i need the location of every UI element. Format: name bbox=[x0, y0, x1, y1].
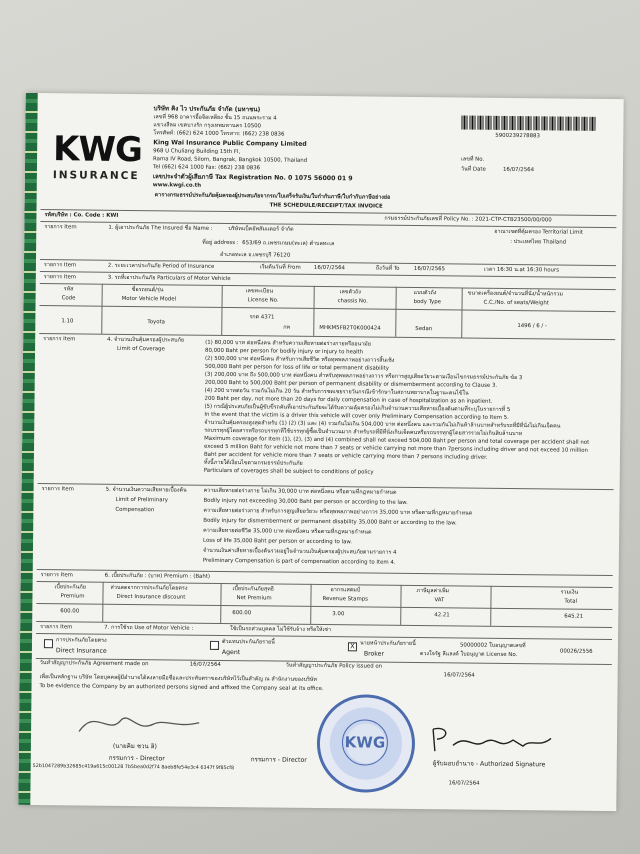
premium-value: 600.00 bbox=[60, 608, 80, 615]
table-column-line bbox=[102, 582, 103, 622]
net-premium-header-th: เบี้ยประกันภัยสุทธิ bbox=[232, 586, 275, 593]
premium-header-th: เบี้ยประกันภัย bbox=[54, 584, 86, 591]
company-logo bbox=[53, 129, 142, 182]
item7-label: รายการ Item bbox=[40, 624, 73, 631]
vehicle-use-label: 7. การใช้รถ Use of Motor Vehicle : bbox=[104, 624, 194, 632]
insurance-document bbox=[18, 93, 623, 811]
vehicle-header-cc-en: C.C./No. of seats/Weight bbox=[483, 299, 549, 307]
item5-label: รายการ Item bbox=[41, 486, 74, 493]
coverage-line: จำนวนเงินคุ้มครองสูงสุดสำหรับ (1) (2) (3) และ (4) รวมกันไม่เกิน 504,000 บาท ต่อหนึ่งคน และรวมกันไม่เกินห้าล้านบาทสำหรับรถที่มีที่นั่งไม่เกินเจ็ดคน bbox=[204, 419, 561, 430]
company-tel-en: Tel (662) 624 1000 Fax: (662) 238 0836 bbox=[152, 164, 261, 172]
director-name: (นายคิม ชวน ลิ) bbox=[112, 742, 157, 751]
coverage-line: (4) 200 บาทต่อวัน รวมกันไม่เกิน 20 วัน สำหรับการชดเชยรายวันกรณีเข้ารักษาในสถานพยาบาลในฐานะคนไข้ใน bbox=[204, 387, 469, 397]
divider bbox=[36, 603, 612, 610]
direct-insurance-checkbox[interactable] bbox=[44, 639, 53, 648]
ref-date-value: 16/07/2564 bbox=[502, 166, 535, 174]
insured-name: บริษัทแบ็คอัพสัมแตอร์ จำกัด bbox=[228, 226, 294, 233]
premium-header-en: Premium bbox=[60, 593, 85, 600]
vehicle-header-license-th: เลขทะเบียน bbox=[245, 288, 274, 295]
vehicle-body-type: Sedan bbox=[415, 325, 433, 333]
ref-date-label: วันที่ Date bbox=[460, 166, 486, 173]
period-from-label: เริ่มต้นวันที่ From bbox=[259, 264, 301, 271]
table-column-line bbox=[461, 287, 463, 337]
item3-label: รายการ Item bbox=[43, 274, 77, 281]
witness-th: เพื่อเป็นหลักฐาน บริษัท โดยบุคคลผู้มีอำนาจได้ลงลายมือชื่อและประทับตราของบริษัทไว้เป็นสำคัญ ณ สำนักงานของบริษัท bbox=[39, 674, 318, 683]
vehicle-header-model-en: Motor Vehicle Model bbox=[121, 295, 177, 303]
coverage-line: Particulars of coverages shall be subject to conditions of policy bbox=[203, 467, 374, 476]
preliminary-line: ความเสียหายต่อร่างกาย สำหรับการสูญเสียอวัยวะ หรือทุพพลภาพอย่างถาวร 35,000 บาท หรือตามที่กฎหมายกำหนด bbox=[203, 507, 473, 517]
director-title: กรรมการ - Director bbox=[108, 754, 165, 763]
item1-label: รายการ Item bbox=[44, 224, 77, 231]
company-name-th: บริษัท คิง ไว ประกันภัย จำกัด (มหาชน) bbox=[153, 105, 261, 114]
coverage-line: 200,000 Baht to 500,000 Baht per person of permanent disability or dismemberment according to Clause 3. bbox=[204, 379, 498, 389]
table-column-line bbox=[395, 287, 397, 337]
document-title-th: ตารางกรมธรรม์ประกันภัยคุ้มครองผู้ประสบภัยจากรถ/ใบเสร็จรับเงิน/ใบกำกับภาษี/ใบกำกับภาษีอย่างย่อ bbox=[154, 192, 391, 201]
broker-th: นายหน้าประกันภัยรายนี้ bbox=[359, 640, 416, 648]
broker-en: Broker bbox=[363, 650, 385, 658]
authorized-signature-label: ผู้รับมอบอำนาจ - Authorized Signature bbox=[432, 760, 546, 769]
vehicle-chassis: MHKM5FB2T0K000424 bbox=[319, 324, 381, 332]
total-header-th: รวมเงิน bbox=[560, 589, 579, 596]
coverage-line: exceed 5 million Baht for vehicle not more than 7 seats or vehicle carrying not more than 7persons including driver and not exceed 10 million bbox=[204, 443, 589, 454]
agent-th: ตัวแทนประกันภัยรายนี้ bbox=[221, 638, 275, 646]
company-address-en-1: 968 U Chuliang Building 15th Fl, bbox=[153, 148, 241, 156]
agreement-date: 16/07/2564 bbox=[189, 661, 221, 668]
table-column-line bbox=[400, 585, 401, 625]
vehicle-license-province: กพ bbox=[283, 324, 291, 331]
vehicle-license: รกต 4371 bbox=[249, 314, 275, 321]
tax-registration: เลขประจำตัวผู้เสียภาษี Tax Registration No. 0 1075 56000 01 9 bbox=[152, 173, 353, 183]
agent-checkbox[interactable] bbox=[210, 641, 219, 650]
preliminary-line: ความเสียหายต่อชีวิต 35,000 บาท ต่อหนึ่งคน หรือตามที่กฎหมายกำหนด bbox=[203, 527, 372, 536]
stamp-header-en: Revenue Stamps bbox=[322, 596, 369, 603]
period-from-value: 16/07/2564 bbox=[313, 264, 346, 272]
table-column-line bbox=[490, 586, 491, 626]
coverage-line: ทั้งนี้ภายใต้เงื่อนไขตามกรมธรรม์ประกันภัย bbox=[203, 459, 303, 467]
vat-value: 42.21 bbox=[434, 612, 450, 619]
discount-header-en: Direct Insurance discount bbox=[116, 593, 186, 601]
broker-code: 50000002 ใบอนุญาตเลขที่ bbox=[459, 642, 526, 650]
stamp-header-th: อากรแสตมป์ bbox=[330, 587, 361, 594]
address-label: ที่อยู่ address : bbox=[202, 239, 239, 247]
vehicle-header-body-th: แบบตัวถัง bbox=[413, 289, 437, 297]
coverage-line: รถบรรทุกผู้โดยสารหรือรถบรรทุกที่ใช้บรรทุกผู้ซื้อเป็นจำนวนมาก สำหรับรถที่มีที่นั่งเกินเจ็ดคนหรือรถบรรทุกผู้โดยสารรวมไม่เกินสิบล้านบาท bbox=[204, 427, 523, 438]
premium-label: 6. เบี้ยประกันภัย : (บาท) Premium : (Baht) bbox=[104, 572, 211, 580]
period-label: 2. ระยะเวลาประกันภัย Period of Insurance bbox=[107, 262, 215, 270]
seal-text: KWG bbox=[342, 719, 388, 765]
territory-label: อาณาเขตที่คุ้มครอง Territorial Limit bbox=[494, 228, 583, 236]
issued-label: วันทำสัญญาประกันภัย Policy issued on bbox=[285, 662, 383, 670]
coverage-line: (1) 80,000 บาท ต่อหนึ่งคน สำหรับความเสียหายต่อร่างกายหรืออนามัย bbox=[205, 339, 371, 348]
vat-header-th: ภาษีมูลค่าเพิ่ม bbox=[416, 588, 450, 595]
company-name-en: King Wai Insurance Public Company Limited bbox=[153, 139, 307, 148]
total-value: 645.21 bbox=[564, 613, 584, 620]
vehicle-use-value: ใช้เป็นรถส่วนบุคคล ไม่ใช้รับจ้าง หรือให้เช่า bbox=[230, 626, 332, 634]
coverage-line: Baht per accident for vehicle more than 7 seats or vehicle carrying more than 7 persons including driver. bbox=[203, 451, 488, 461]
coverage-line: (5) กรณีผู้ประสบภัยเป็นผู้ขับขี่รถคันที่เอาประกันภัยจะได้รับความคุ้มครองไม่เกินจำนวนความเสียหายเบื้องต้นตามที่ระบุในรายการที่ 5 bbox=[204, 403, 511, 413]
company-website: www.kwgi.co.th bbox=[152, 182, 202, 189]
company-address-th-2: แขวงสีลม เขตบางรัก กรุงเทพมหานคร 10500 bbox=[153, 122, 262, 130]
divider bbox=[41, 209, 617, 216]
coverage-line: 80,000 Baht per person for bodily injury or injury to health bbox=[205, 347, 364, 356]
vehicle-header-chassis-en: chassis No. bbox=[337, 298, 368, 305]
item4-label: รายการ Item bbox=[43, 336, 76, 343]
preliminary-line: Preliminary Compensation is part of compensation according to Item 4. bbox=[202, 557, 396, 566]
document-title-en: THE SCHEDULE/RECEIPT/TAX INVOICE bbox=[269, 202, 383, 210]
broker-license-no: 00026/2556 bbox=[559, 648, 593, 655]
territory-value: : ประเทศไทย Thailand bbox=[510, 238, 567, 246]
net-premium-header-en: Net Premium bbox=[236, 595, 272, 602]
director-signature bbox=[75, 701, 205, 742]
divider bbox=[40, 283, 616, 290]
net-premium-value: 600.00 bbox=[232, 610, 252, 617]
table-column-line bbox=[220, 583, 221, 623]
coverage-line: In the event that the victim is a driver this vehicle will cover only Preliminary Compensation according to Item 5. bbox=[204, 411, 509, 421]
direct-insurance-en: Direct Insurance bbox=[55, 647, 107, 655]
preliminary-line: Bodily injury for dismemberment or permanent disability 35,000 Baht or according to the law. bbox=[203, 517, 457, 527]
vehicle-code: 1.10 bbox=[61, 318, 74, 325]
coverage-line: (2) 500,000 บาท ต่อหนึ่งคน สำหรับการเสียชีวิต หรือทุพพลภาพอย่างถาวรสิ้นเชิง bbox=[204, 355, 395, 364]
direct-insurance-th: การประกันภัยโดยตรง bbox=[55, 637, 107, 644]
vehicle-cc: 1496 / 6 / - bbox=[517, 323, 547, 330]
company-address-en-2: Rama IV Road, Silom, Bangrak, Bangkok 10500, Thailand bbox=[153, 156, 308, 164]
preliminary-line: ความเสียหายต่อร่างกาย ไม่เกิน 30,000 บาท ต่อหนึ่งคน หรือตามที่กฎหมายกำหนด bbox=[203, 487, 397, 496]
broker-license-label: ดวงใจรัฐ ลีแลงค์ ใบอนุญาต License No. bbox=[419, 651, 518, 659]
preliminary-label-1: 5. จำนวนเงินความเสียหายเบื้องต้น bbox=[105, 486, 187, 494]
logo-subtitle: INSURANCE bbox=[52, 169, 140, 183]
director2-title: กรรมการ - Director bbox=[250, 756, 307, 764]
coverage-line: Maximum coverage for Item (1), (2), (3) and (4) combined shall not exceed 504,000 Baht per person and total coverage per accident shall not bbox=[204, 435, 590, 446]
witness-en: To be evidence the Company by an authorized persons signed and affixed the Company seal at its office. bbox=[39, 683, 324, 693]
period-to-label: ถึงวันที่ To bbox=[375, 265, 400, 272]
vehicle-header-code-en: Code bbox=[61, 295, 76, 302]
coverage-line: 200 Baht per day, not more than 20 days for daily compensation in case of hospitalization as an inpatient. bbox=[204, 395, 493, 405]
vat-header-en: VAT bbox=[434, 597, 445, 604]
discount-header-th: ส่วนลดจากการประกันภัยโดยตรง bbox=[110, 584, 188, 592]
divider bbox=[36, 633, 612, 640]
document-hash: 52b1047289b32685c419a615c00128 7b5bea0d2f74 8aeb8fe54e3c4 6347f 9f85cf8 bbox=[32, 763, 235, 772]
stamp-value: 3.00 bbox=[332, 611, 345, 618]
vehicle-model: Toyota bbox=[147, 319, 165, 326]
preliminary-label-3: Compensation bbox=[115, 506, 155, 514]
total-header-en: Total bbox=[564, 598, 578, 605]
table-column-line bbox=[101, 284, 103, 334]
table-column-line bbox=[221, 285, 223, 335]
barcode bbox=[461, 115, 595, 130]
coverage-line: 500,000 Baht per person for loss of life or total permanent disability bbox=[204, 363, 390, 372]
item6-label: รายการ Item bbox=[40, 572, 73, 579]
address-line-2: อำเภอทะเล จ.เพชรบุรี 76120 bbox=[220, 251, 291, 259]
policy-number: กรมธรรม์ประกันภัยเลขที่ Policy No. : 2021-CTP-CTB23500/00/000 bbox=[384, 215, 552, 224]
barcode-number: 5900239278883 bbox=[495, 132, 540, 140]
logo-mark: KWG bbox=[52, 129, 143, 171]
company-tel-th: โทรศัพท์: (662) 624 1000 โทรสาร: (662) 238 0836 bbox=[153, 130, 285, 138]
table-column-line bbox=[313, 286, 315, 336]
coverage-line: (3) 200,000 บาท ถึง 500,000 บาท ต่อหนึ่งคน สำหรับทุพพลภาพอย่างถาวร หรือการสูญเสียอวัยวะตามเงื่อนไขกรมธรรม์ประกันภัย ข้อ 3 bbox=[204, 371, 523, 382]
company-address-th-1: เลขที่ 968 อาคารอื้อจือเหลียง ชั้น 15 ถนนพระราม 4 bbox=[153, 114, 277, 122]
preliminary-line: จำนวนเงินค่าเสียหายเบื้องต้นรวมอยู่ในจำนวนเงินคุ้มครองผู้ประสบภัยตามรายการ 4 bbox=[202, 547, 397, 556]
vehicle-header-chassis-th: เลขตัวถัง bbox=[339, 289, 361, 296]
insured-label: 1. ผู้เอาประกันภัย The Insured ชื่อ Name : bbox=[108, 224, 213, 232]
authorized-date: 16/07/2564 bbox=[448, 780, 480, 787]
vehicle-header-body-en: body Type bbox=[413, 298, 442, 306]
company-seal bbox=[316, 694, 415, 793]
table-column-line bbox=[310, 584, 311, 624]
item2-label: รายการ Item bbox=[43, 262, 77, 269]
broker-checkbox[interactable]: X bbox=[348, 642, 357, 651]
vehicle-header-model-th: ชื่อรถยนต์/รุ่น bbox=[131, 287, 164, 294]
coverage-label-th: 4. จำนวนเงินคุ้มครองผู้ประสบภัย bbox=[107, 336, 185, 344]
preliminary-line: Bodily injury not exceeding 30,000 Baht per person or according to the law. bbox=[203, 497, 408, 506]
vehicle-header-cc-th: ขนาดเครื่องยนต์/จำนวนที่นั่ง/น้ำหนักรวม bbox=[467, 290, 563, 298]
preliminary-label-2: Limit of Preliminary bbox=[115, 496, 168, 504]
company-code: รหัสบริษัท : Co. Code : KWI bbox=[44, 212, 119, 219]
period-time: เวลา 16:30 น.at 16:30 hours bbox=[483, 266, 560, 274]
agreement-label: วันทำสัญญาประกันภัย Agreement made on bbox=[39, 660, 149, 668]
vehicle-header-code-th: รหัส bbox=[63, 286, 74, 293]
vehicle-header-license-en: License No. bbox=[247, 297, 279, 304]
vehicle-particulars-label: 3. รถที่เอาประกันภัย Particulars of Motor Vehicle bbox=[107, 274, 231, 283]
coverage-label-en: Limit of Coverage bbox=[117, 345, 165, 353]
agent-en: Agent bbox=[221, 648, 241, 657]
ref-no-label: เลขที่ No. bbox=[461, 156, 485, 163]
period-to-value: 16/07/2565 bbox=[413, 265, 446, 273]
preliminary-line: Loss of life 35,000 Baht per person or according to law. bbox=[203, 537, 353, 546]
issued-date: 16/07/2564 bbox=[443, 672, 475, 679]
authorized-signature-mark bbox=[427, 723, 557, 760]
address-line-1: 653/69 ถ.เพชรเกษม(ทะเล) ตำบลทะเล bbox=[242, 240, 335, 248]
